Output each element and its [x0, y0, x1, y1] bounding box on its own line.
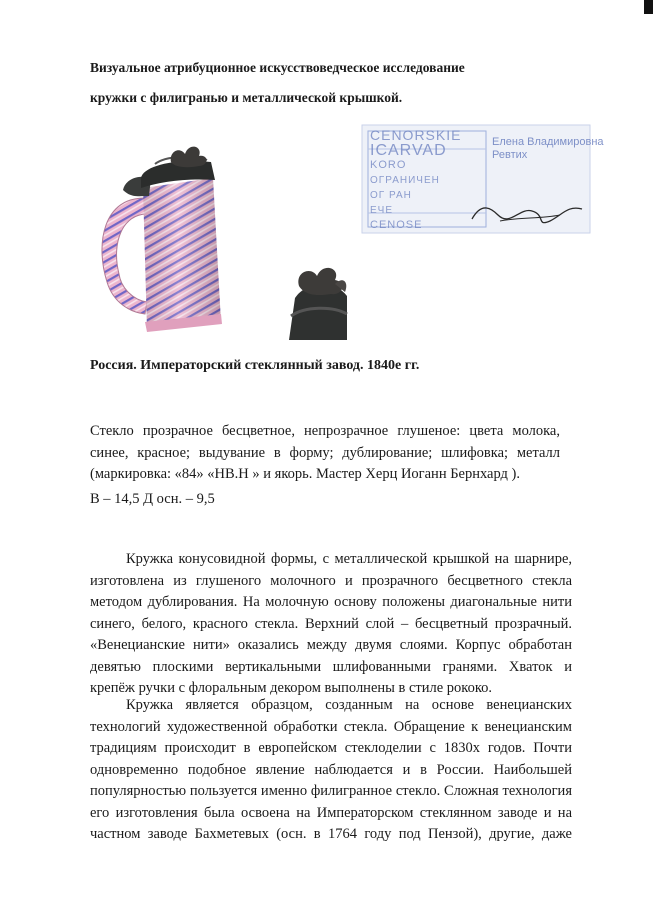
dimensions: В – 14,5 Д осн. – 9,5 [90, 491, 215, 507]
description-paragraph-1: Кружка конусовидной формы, с металлической крышкой на шарнире, изготовлена из глушеного молочного и прозрачного бесцветного стекла методом дублирования. На молочную основу положены диагональные нити синего, белого, красного стекла. Верхний слой – бесцветный прозрачный. «Венецианские нити» оказались между двумя слоями. Корпус обработан девятью плоскими вертикальными шлифованными гранями. Хваток и крепёж ручки с флоральным декором выполнены в стиле рококо. [90, 551, 572, 696]
scan-corner-mark [644, 0, 653, 14]
description-paragraph-2: Кружка является образцом, созданным на основе венецианских технологий художественной обработки стекла. Обращение к венецианским традициям происходит в европейском стеклоделии с 1830х годов. Почти одновременно подобное явление наблюдается и в России. Наибольшей популярностью пользуется именно филигранное стекло. Сложная технология его изготовления была освоена на Императорском стеклянном заводе и на частном заводе Бахметевых (осн. в 1764 году под Пензой), другие, даже [90, 697, 572, 842]
stamp-left-text: CENORSKIE ICARVAD KORO ОГРАНИЧЕН ОГ РАН ЕЧЕ CENOSE [370, 127, 462, 231]
object-caption: Россия. Императорский стеклянный завод. 1840е гг. [90, 358, 420, 373]
attribution-text: Стекло прозрачное бесцветное, непрозрачное глушеное: цвета молока, синее, красное; выдувание в форму; дублирование; шлифовка; металл (маркировка: «84» «НВ.Н » и якорь. Мастер Херц Иоганн Бернхард ). [90, 423, 560, 482]
heading-line-1: Визуальное атрибуционное искусствоведческое исследование [90, 60, 465, 75]
mug-photo [85, 116, 349, 340]
heading-line-2: кружки с филигранью и металлической крышкой. [90, 90, 403, 105]
stamp-name: Елена Владимировна Ревтих [492, 136, 604, 161]
